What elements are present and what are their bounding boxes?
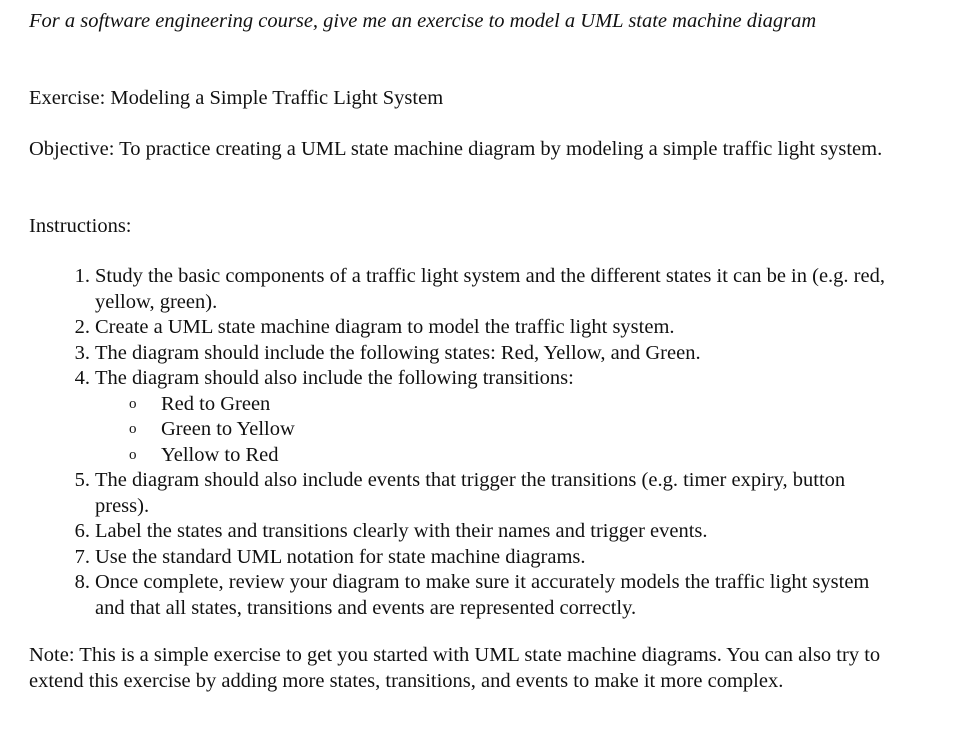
- transitions-sublist: [95, 392, 889, 469]
- hollow-bullet-icon: o: [129, 421, 137, 437]
- step-number: 8 .: [62, 570, 90, 596]
- note-paragraph: Note: This is a simple exercise to get you started with UML state machine diagrams. You can also try to extend this exercise by adding more states, transitions, and events to make it more complex.: [29, 644, 881, 692]
- step-text: Study the basic components of a traffic light system and the different states it can be in (e.g. red, yellow, green).: [95, 265, 885, 313]
- step-text: The diagram should also include the following transitions:: [95, 367, 574, 389]
- sub-item-yellow-to-red: [95, 443, 889, 469]
- step-text: The diagram should include the following states: Red, Yellow, and Green.: [95, 341, 701, 364]
- step-text: Use the standard UML notation for state machine diagrams.: [95, 545, 586, 568]
- instruction-item-4: [29, 366, 889, 468]
- instruction-item-5: [29, 468, 889, 519]
- instruction-item-2: [29, 315, 889, 341]
- instruction-item-3: [29, 341, 889, 367]
- hollow-bullet-icon: o: [129, 395, 137, 412]
- instruction-item-7: [29, 545, 889, 571]
- step-number: 2 .: [62, 315, 90, 341]
- step-text: The diagram should also include events that trigger the transitions (e.g. timer expiry, button press).: [95, 469, 846, 517]
- instructions-list: [29, 264, 889, 621]
- sub-item-red-to-green: [95, 392, 889, 418]
- instruction-item-8: [29, 570, 889, 621]
- step-number: 3 .: [62, 341, 90, 367]
- step-text: Label the states and transitions clearly with their names and trigger events.: [95, 520, 708, 542]
- sub-item-text: Green to Yellow: [161, 418, 295, 440]
- step-number: 4 .: [62, 366, 90, 392]
- instruction-item-6: [29, 519, 889, 545]
- sub-item-text: Yellow to Red: [161, 443, 279, 466]
- step-text: Create a UML state machine diagram to model the traffic light system.: [95, 316, 675, 338]
- prompt-text: For a software engineering course, give me an exercise to model a UML state machine diagram: [29, 10, 817, 32]
- step-number: 7 .: [62, 545, 90, 571]
- instructions-heading: Instructions:: [29, 215, 132, 237]
- step-number: 1 .: [62, 264, 90, 290]
- step-number: 5 .: [62, 468, 90, 494]
- hollow-bullet-icon: o: [129, 446, 137, 463]
- exercise-title: Exercise: Modeling a Simple Traffic Light System: [29, 87, 444, 109]
- step-number: 6 .: [62, 519, 90, 545]
- sub-item-green-to-yellow: [95, 417, 889, 443]
- instruction-item-1: [29, 264, 889, 315]
- sub-item-text: Red to Green: [161, 392, 271, 415]
- objective-paragraph: Objective: To practice creating a UML state machine diagram by modeling a simple traffic light system.: [29, 138, 883, 160]
- step-text: Once complete, review your diagram to make sure it accurately models the traffic light system and that all states, transitions and events are represented correctly.: [95, 571, 870, 619]
